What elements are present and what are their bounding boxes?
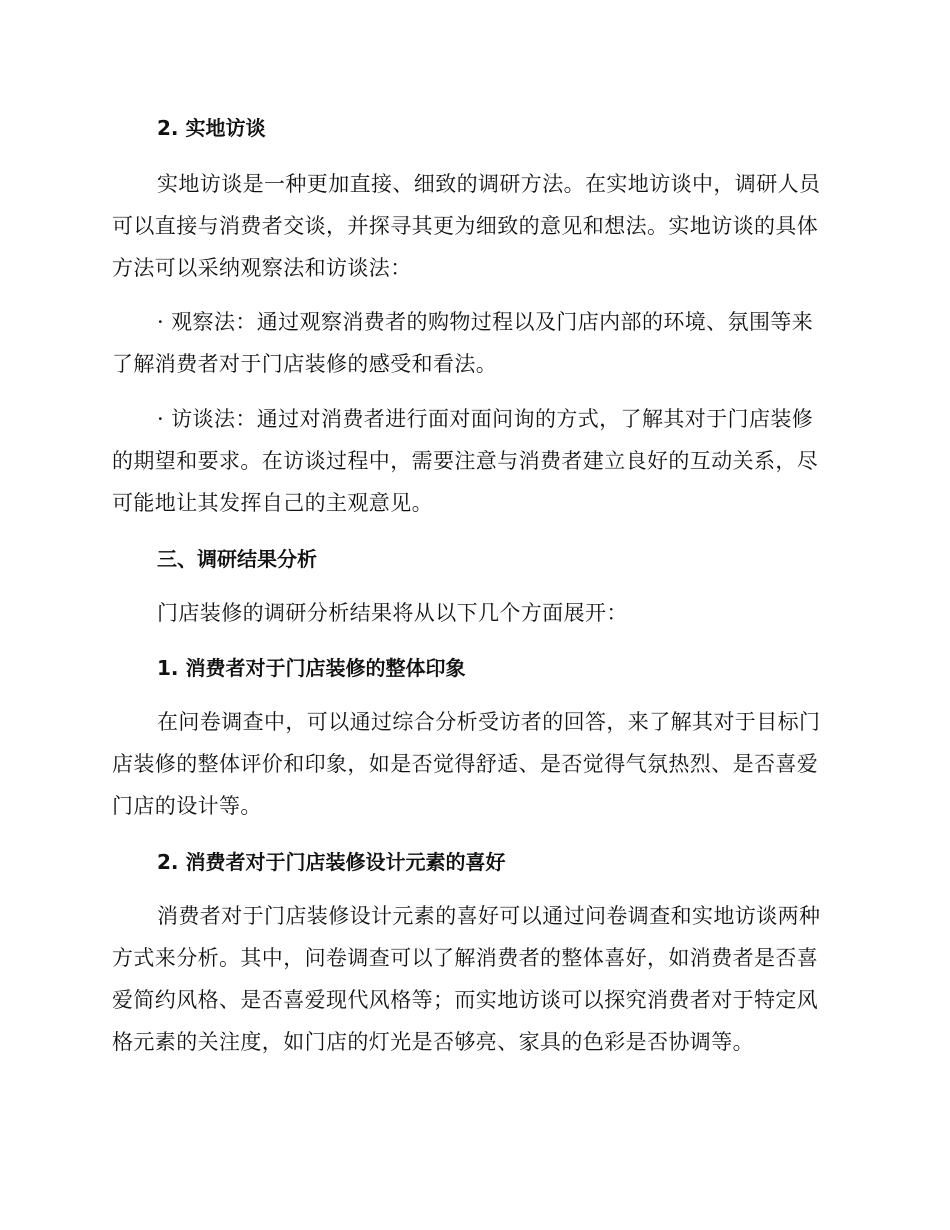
section-heading-results-analysis: 三、调研结果分析 (157, 547, 317, 571)
section-heading-field-interview: 2. 实地访谈 (157, 116, 266, 140)
paragraph-field-interview-intro: 实地访谈是一种更加直接、细致的调研方法。在实地访谈中，调研人员可以直接与消费者交谈，并探寻其更为细致的意见和想法。实地访谈的具体方法可以采纳观察法和访谈法： (112, 172, 821, 280)
paragraph-interview-method: · 访谈法：通过对消费者进行面对面问询的方式，了解其对于门店装修的期望和要求。在访谈过程中，需要注意与消费者建立良好的互动关系，尽可能地让其发挥自己的主观意见。 (112, 407, 819, 515)
paragraph-design-preference: 消费者对于门店装修设计元素的喜好可以通过问卷调查和实地访谈两种方式来分析。其中，问卷调查可以了解消费者的整体喜好，如消费者是否喜爱简约风格、是否喜爱现代风格等；而实地访谈可以探究消费者对于特定风格元素的关注度，如门店的灯光是否够亮、家具的色彩是否协调等。 (112, 904, 821, 1054)
subsection-heading-design-preference: 2. 消费者对于门店装修设计元素的喜好 (157, 850, 506, 874)
paragraph-overall-impression: 在问卷调查中，可以通过综合分析受访者的回答，来了解其对于目标门店装修的整体评价和印象，如是否觉得舒适、是否觉得气氛热烈、是否喜爱门店的设计等。 (112, 710, 821, 818)
paragraph-observation-method: · 观察法：通过观察消费者的购物过程以及门店内部的环境、氛围等来了解消费者对于门店装修的感受和看法。 (112, 310, 814, 376)
paragraph-analysis-intro: 门店装修的调研分析结果将从以下几个方面展开： (157, 601, 628, 625)
subsection-heading-overall-impression: 1. 消费者对于门店装修的整体印象 (157, 656, 466, 680)
